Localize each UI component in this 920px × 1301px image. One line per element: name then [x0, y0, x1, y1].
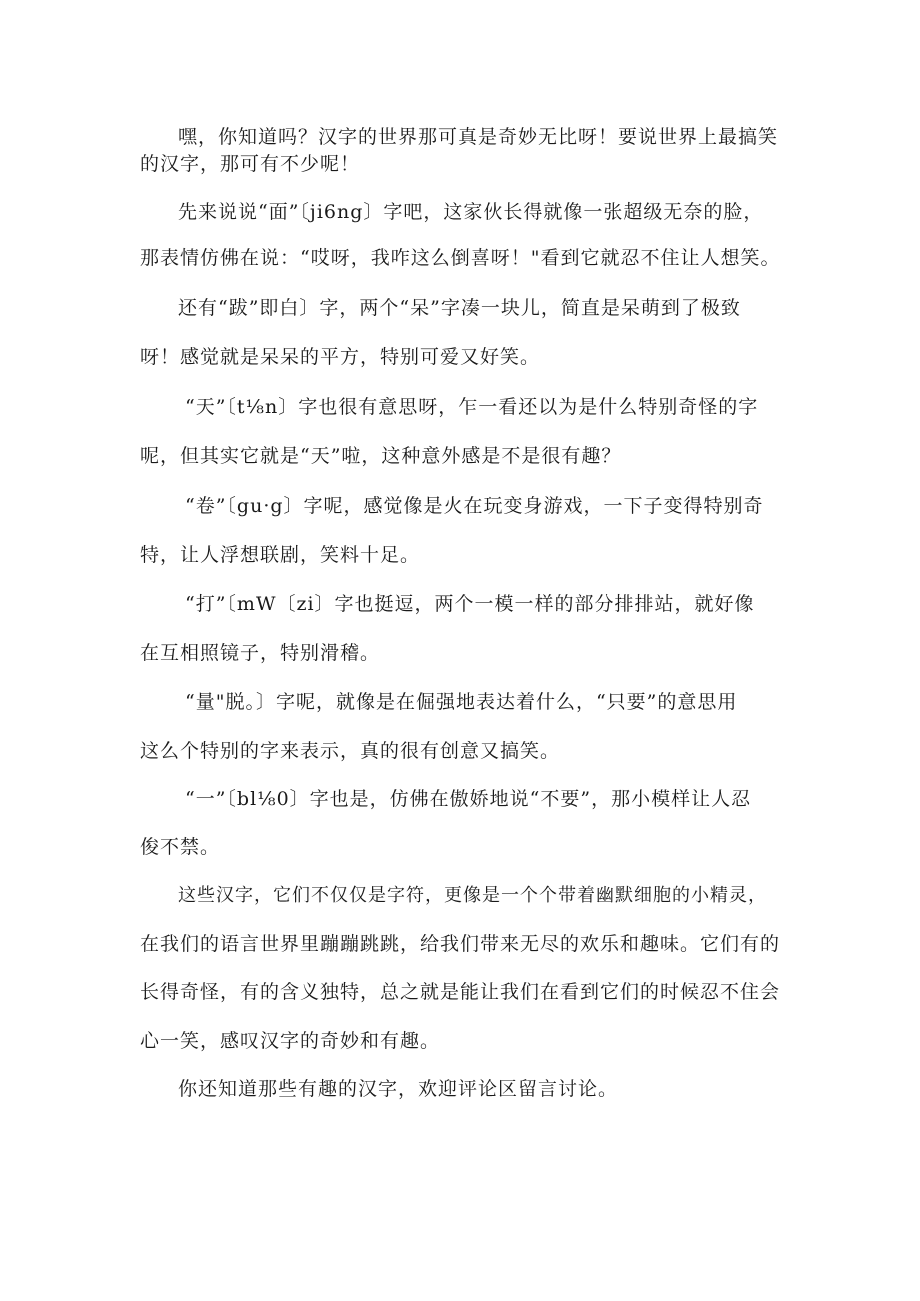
paragraph-7-line-2: 这么个特别的字来表示，真的很有创意又搞笑。 [140, 740, 561, 762]
paragraph-7-line-1: “量"脱。〕字呢，就像是在倔强地表达着什么，“只要”的意思用 [185, 691, 738, 713]
paragraph-2-line-2: 那表情仿佛在说：“哎呀，我咋这么倒喜呀！"看到它就忍不住让人想笑。 [140, 247, 781, 269]
paragraph-6-line-2: 在互相照镜子，特别滑稽。 [140, 642, 381, 664]
paragraph-1-line-2: 的汉字，那可有不少呢！ [140, 153, 361, 175]
paragraph-9-line-2: 在我们的语言世界里蹦蹦跳跳，给我们带来无尽的欢乐和趣味。它们有的 [140, 933, 781, 955]
paragraph-2-line-1: 先来说说“面”〔ji6ng〕字吧，这家伙长得就像一张超级无奈的脸， [178, 201, 764, 223]
paragraph-5-line-2: 特，让人浮想联剧，笑料十足。 [140, 544, 421, 566]
paragraph-9-line-1: 这些汉字，它们不仅仅是字符，更像是一个个带着幽默细胞的小精灵， [178, 885, 767, 906]
paragraph-1-line-1: 嘿，你知道吗？汉字的世界那可真是奇妙无比呀！要说世界上最搞笑 [178, 126, 779, 148]
paragraph-3-line-1: 还有“跋”即白〕字，两个“呆”字凑一块儿，简直是呆萌到了极致 [178, 297, 741, 319]
paragraph-8-line-1: “一”〔bl⅛0〕字也是，仿佛在傲娇地说“不要”，那小模样让人忍 [185, 788, 752, 810]
paragraph-5-line-1: “卷”〔gu·g〕字呢，感觉像是火在玩变身游戏，一下子变得特别奇 [185, 495, 764, 517]
paragraph-9-line-3: 长得奇怪，有的含义独特，总之就是能让我们在看到它们的时候忍不住会 [140, 981, 781, 1003]
paragraph-4-line-2: 呢，但其实它就是“天”啦，这种意外感是不是很有趣？ [140, 445, 622, 467]
paragraph-10-line-1: 你还知道那些有趣的汉字，欢迎评论区留言讨论。 [178, 1078, 619, 1100]
paragraph-9-line-4: 心一笑，感叹汉字的奇妙和有趣。 [140, 1030, 441, 1052]
paragraph-8-line-2: 俊不禁。 [140, 836, 221, 858]
paragraph-3-line-2: 呀！感觉就是呆呆的平方，特别可爱又好笑。 [140, 346, 541, 368]
paragraph-6-line-1: “打”〔mW〔zi〕字也挺逗，两个一模一样的部分排排站，就好像 [185, 593, 755, 615]
paragraph-4-line-1: “天”〔t⅛n〕字也很有意思呀，乍一看还以为是什么特别奇怪的字 [185, 396, 759, 418]
